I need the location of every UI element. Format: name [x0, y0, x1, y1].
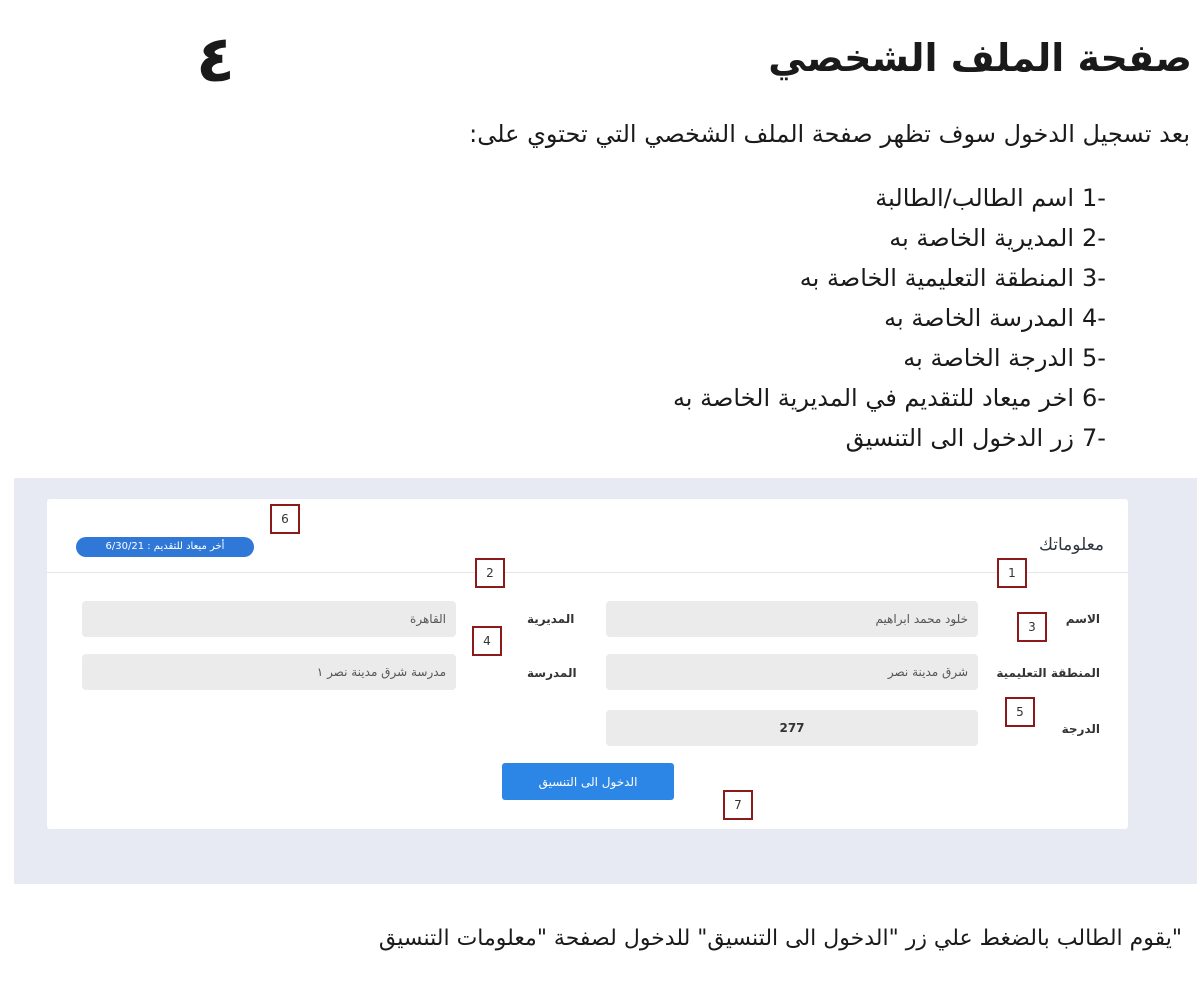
intro-text: بعد تسجيل الدخول سوف تظهر صفحة الملف الشخصي التي تحتوي على: [469, 120, 1190, 148]
list-item [673, 378, 1140, 418]
list-item [673, 218, 1140, 258]
callout-5: 5 [1005, 697, 1035, 727]
deadline-badge: أخر ميعاد للتقديم : 6/30/21 [76, 537, 254, 557]
list-item-number: 2- [1082, 224, 1106, 252]
list-item-text: اسم الطالب/الطالبة [875, 184, 1074, 212]
callout-7: 7 [723, 790, 753, 820]
list-item-text: الدرجة الخاصة به [903, 344, 1074, 372]
callout-1: 1 [997, 558, 1027, 588]
list-item-text: اخر ميعاد للتقديم في المديرية الخاصة به [672, 384, 1074, 412]
name-field: خلود محمد ابراهيم [606, 601, 978, 637]
directorate-field: القاهرة [82, 601, 456, 637]
profile-screenshot [14, 478, 1197, 884]
list-item-text: زر الدخول الى التنسيق [845, 424, 1074, 452]
callout-2: 2 [475, 558, 505, 588]
callout-6: 6 [270, 504, 300, 534]
grade-label: الدرجة [1061, 722, 1100, 736]
zone-label: المنطقة التعليمية [996, 666, 1100, 680]
enter-coordination-button[interactable]: الدخول الى التنسيق [502, 763, 674, 800]
callout-3: 3 [1017, 612, 1047, 642]
list-item-text: المديرية الخاصة به [889, 224, 1074, 252]
grade-field: 277 [606, 710, 978, 746]
list-item-number: 6- [1082, 384, 1106, 412]
list-item-number: 7- [1082, 424, 1106, 452]
list-item-text: المنطقة التعليمية الخاصة به [799, 264, 1074, 292]
list-item [673, 338, 1140, 378]
school-label: المدرسة [527, 666, 577, 680]
page-number: ٤ [196, 23, 236, 97]
callout-4: 4 [472, 626, 502, 656]
list-item-number: 4- [1082, 304, 1106, 332]
card-title: معلوماتك [1038, 535, 1104, 555]
name-label: الاسم [1065, 612, 1100, 626]
page-title: صفحة الملف الشخصي [768, 36, 1192, 80]
card-divider [47, 572, 1128, 573]
list-item-number: 5- [1082, 344, 1106, 372]
directorate-label: المديرية [527, 612, 575, 626]
list-item-number: 3- [1082, 264, 1106, 292]
zone-field: شرق مدينة نصر [606, 654, 978, 690]
list-item-number: 1- [1082, 184, 1106, 212]
footer-text: "يقوم الطالب بالضغط علي زر "الدخول الى التنسيق" للدخول لصفحة "معلومات التنسيق [378, 926, 1182, 951]
profile-card [47, 499, 1128, 829]
feature-list [673, 178, 1140, 458]
list-item [673, 258, 1140, 298]
list-item [673, 298, 1140, 338]
list-item [673, 178, 1140, 218]
school-field: مدرسة شرق مدينة نصر ١ [82, 654, 456, 690]
list-item-text: المدرسة الخاصة به [884, 304, 1074, 332]
list-item [673, 418, 1140, 458]
